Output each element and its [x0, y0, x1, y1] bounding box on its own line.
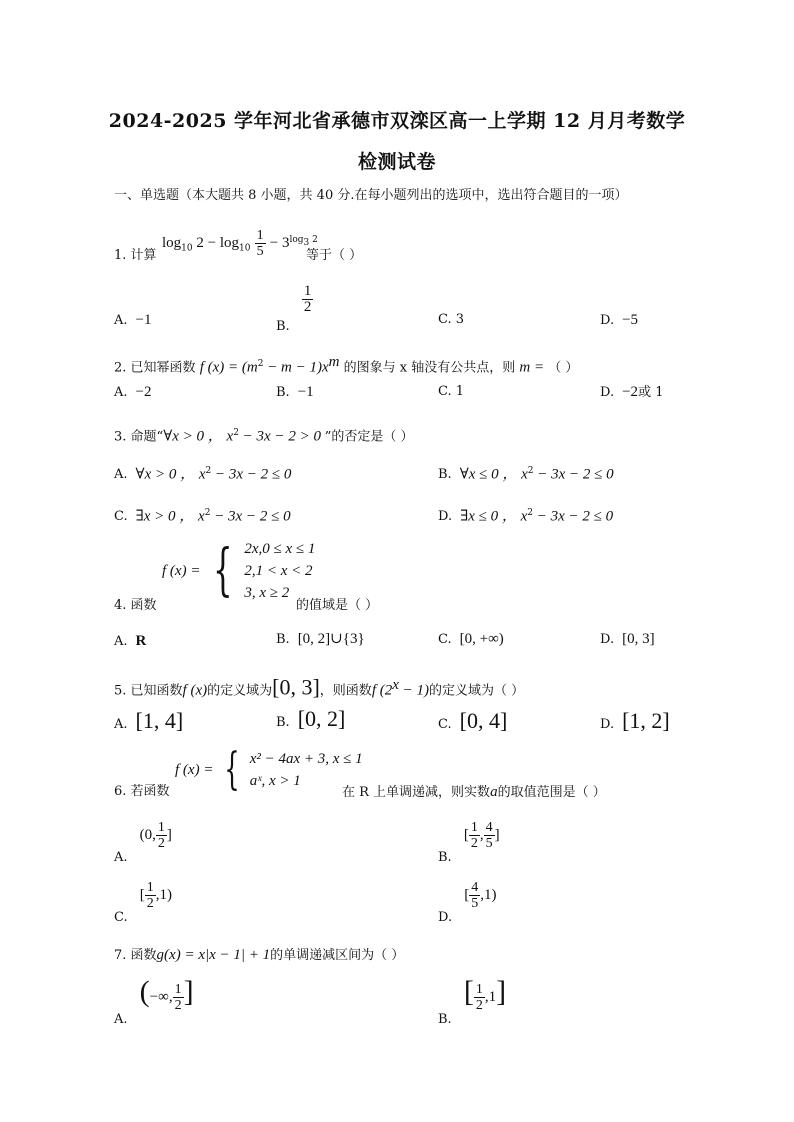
q1-fraction: $\frac{1}{5}$: [256, 228, 264, 259]
q4-stem: 4. 函数: [114, 598, 157, 613]
q2-option-c[interactable]: C. 1: [438, 384, 465, 399]
q4-option-a[interactable]: A. R: [114, 633, 147, 649]
q5-option-c[interactable]: C. [0, 4]: [438, 708, 508, 733]
q6-condition: 在 R 上单调递减，则实数a的取值范围是（ ）: [342, 784, 606, 800]
section-heading: 一、单选题（本大题共 8 小题，共 40 分.在每小题列出的选项中，选出符合题目的一项）: [114, 188, 628, 203]
q1-option-a[interactable]: A. −1: [114, 312, 152, 328]
q1-stem: 1. 计算: [114, 248, 157, 263]
exam-title-line1: 2024-2025 学年河北省承德市双滦区高一上学期 12 月月考数学: [108, 110, 686, 132]
q7-option-a[interactable]: A. (−∞, $\frac{1}{2}$ ]: [114, 975, 194, 1027]
q2-option-b[interactable]: B. −1: [276, 384, 314, 400]
q7-option-b[interactable]: B. [ $\frac{1}{2}$ ,1]: [438, 975, 507, 1027]
q1-suffix: 等于（ ）: [306, 248, 363, 263]
q6-option-d[interactable]: D. [ $\frac{4}{5}$ ,1): [438, 880, 497, 925]
q2-option-d[interactable]: D. −2或 1: [600, 384, 664, 400]
q3-option-d[interactable]: D. ∃x ≤ 0 ， $x^2 - 3x - 2 \le 0$: [438, 508, 614, 525]
q5-stem: 5. 已知函数f (x)的定义域为[0, 3]，则函数f $(2^x - 1)$的定义域为（ ）: [114, 674, 525, 700]
q4-option-d[interactable]: D. [0, 3]: [600, 631, 655, 647]
q2-stem: 2. 已知幂函数 f $(x) = (m^2 - m - 1)x^m$ 的图象与 x 轴没有公共点，则 m = （ ）: [114, 354, 579, 376]
exam-title-line2: 检测试卷: [357, 151, 436, 173]
q3-option-a[interactable]: A. ∀x > 0 ， $x^2 - 3x - 2 \le 0$: [114, 466, 292, 483]
q6-piecewise: f (x) = { x² − 4ax + 3, x ≤ 1 aˣ, x > 1: [175, 744, 363, 795]
q5-option-b[interactable]: B. [0, 2]: [276, 706, 346, 731]
q4-suffix: 的值域是（ ）: [296, 598, 379, 613]
q6-option-a[interactable]: A. (0, $\frac{1}{2}$ ]: [114, 820, 172, 865]
q6-option-c[interactable]: C. [ $\frac{1}{2}$ ,1): [114, 880, 173, 925]
q2-option-a[interactable]: A. −2: [114, 384, 152, 400]
q3-option-b[interactable]: B. ∀x ≤ 0 ， $x^2 - 3x - 2 \le 0$: [438, 466, 614, 483]
q6-option-b[interactable]: B. [ $\frac{1}{2}$ , $\frac{4}{5}$ ]: [438, 820, 500, 865]
q1-option-c[interactable]: C. 3: [438, 312, 465, 327]
q4-option-c[interactable]: C. [0, +∞): [438, 631, 504, 647]
q5-option-d[interactable]: D. [1, 2]: [600, 708, 670, 733]
q1-option-b[interactable]: B. $\frac{1}{2}$: [276, 283, 312, 334]
q7-stem: 7. 函数g(x) = x|x − 1| + 1的单调递减区间为（ ）: [114, 947, 405, 963]
q3-option-c[interactable]: C. ∃x > 0 ， $x^2 - 3x - 2 \le 0$: [114, 508, 291, 525]
q3-stem: 3. 命题“∀x > 0 ， $x^2 - 3x - 2 > 0$ ”的否定是（ ）: [114, 428, 414, 445]
q1-option-d[interactable]: D. −5: [600, 312, 639, 328]
q1-expression: $\log_{10} 2 - \log_{10}$ $\frac{1}{5}$ − $3^{log_3 2}$: [162, 228, 318, 259]
q4-option-b[interactable]: B. [0, 2]∪{3}: [276, 631, 365, 647]
q4-piecewise: f (x) = { 2x,0 ≤ x ≤ 1 2,1 < x < 2 3, x ≥ 2: [162, 538, 316, 603]
q5-option-a[interactable]: A. [1, 4]: [114, 708, 184, 733]
q6-stem: 6. 若函数: [114, 784, 170, 799]
